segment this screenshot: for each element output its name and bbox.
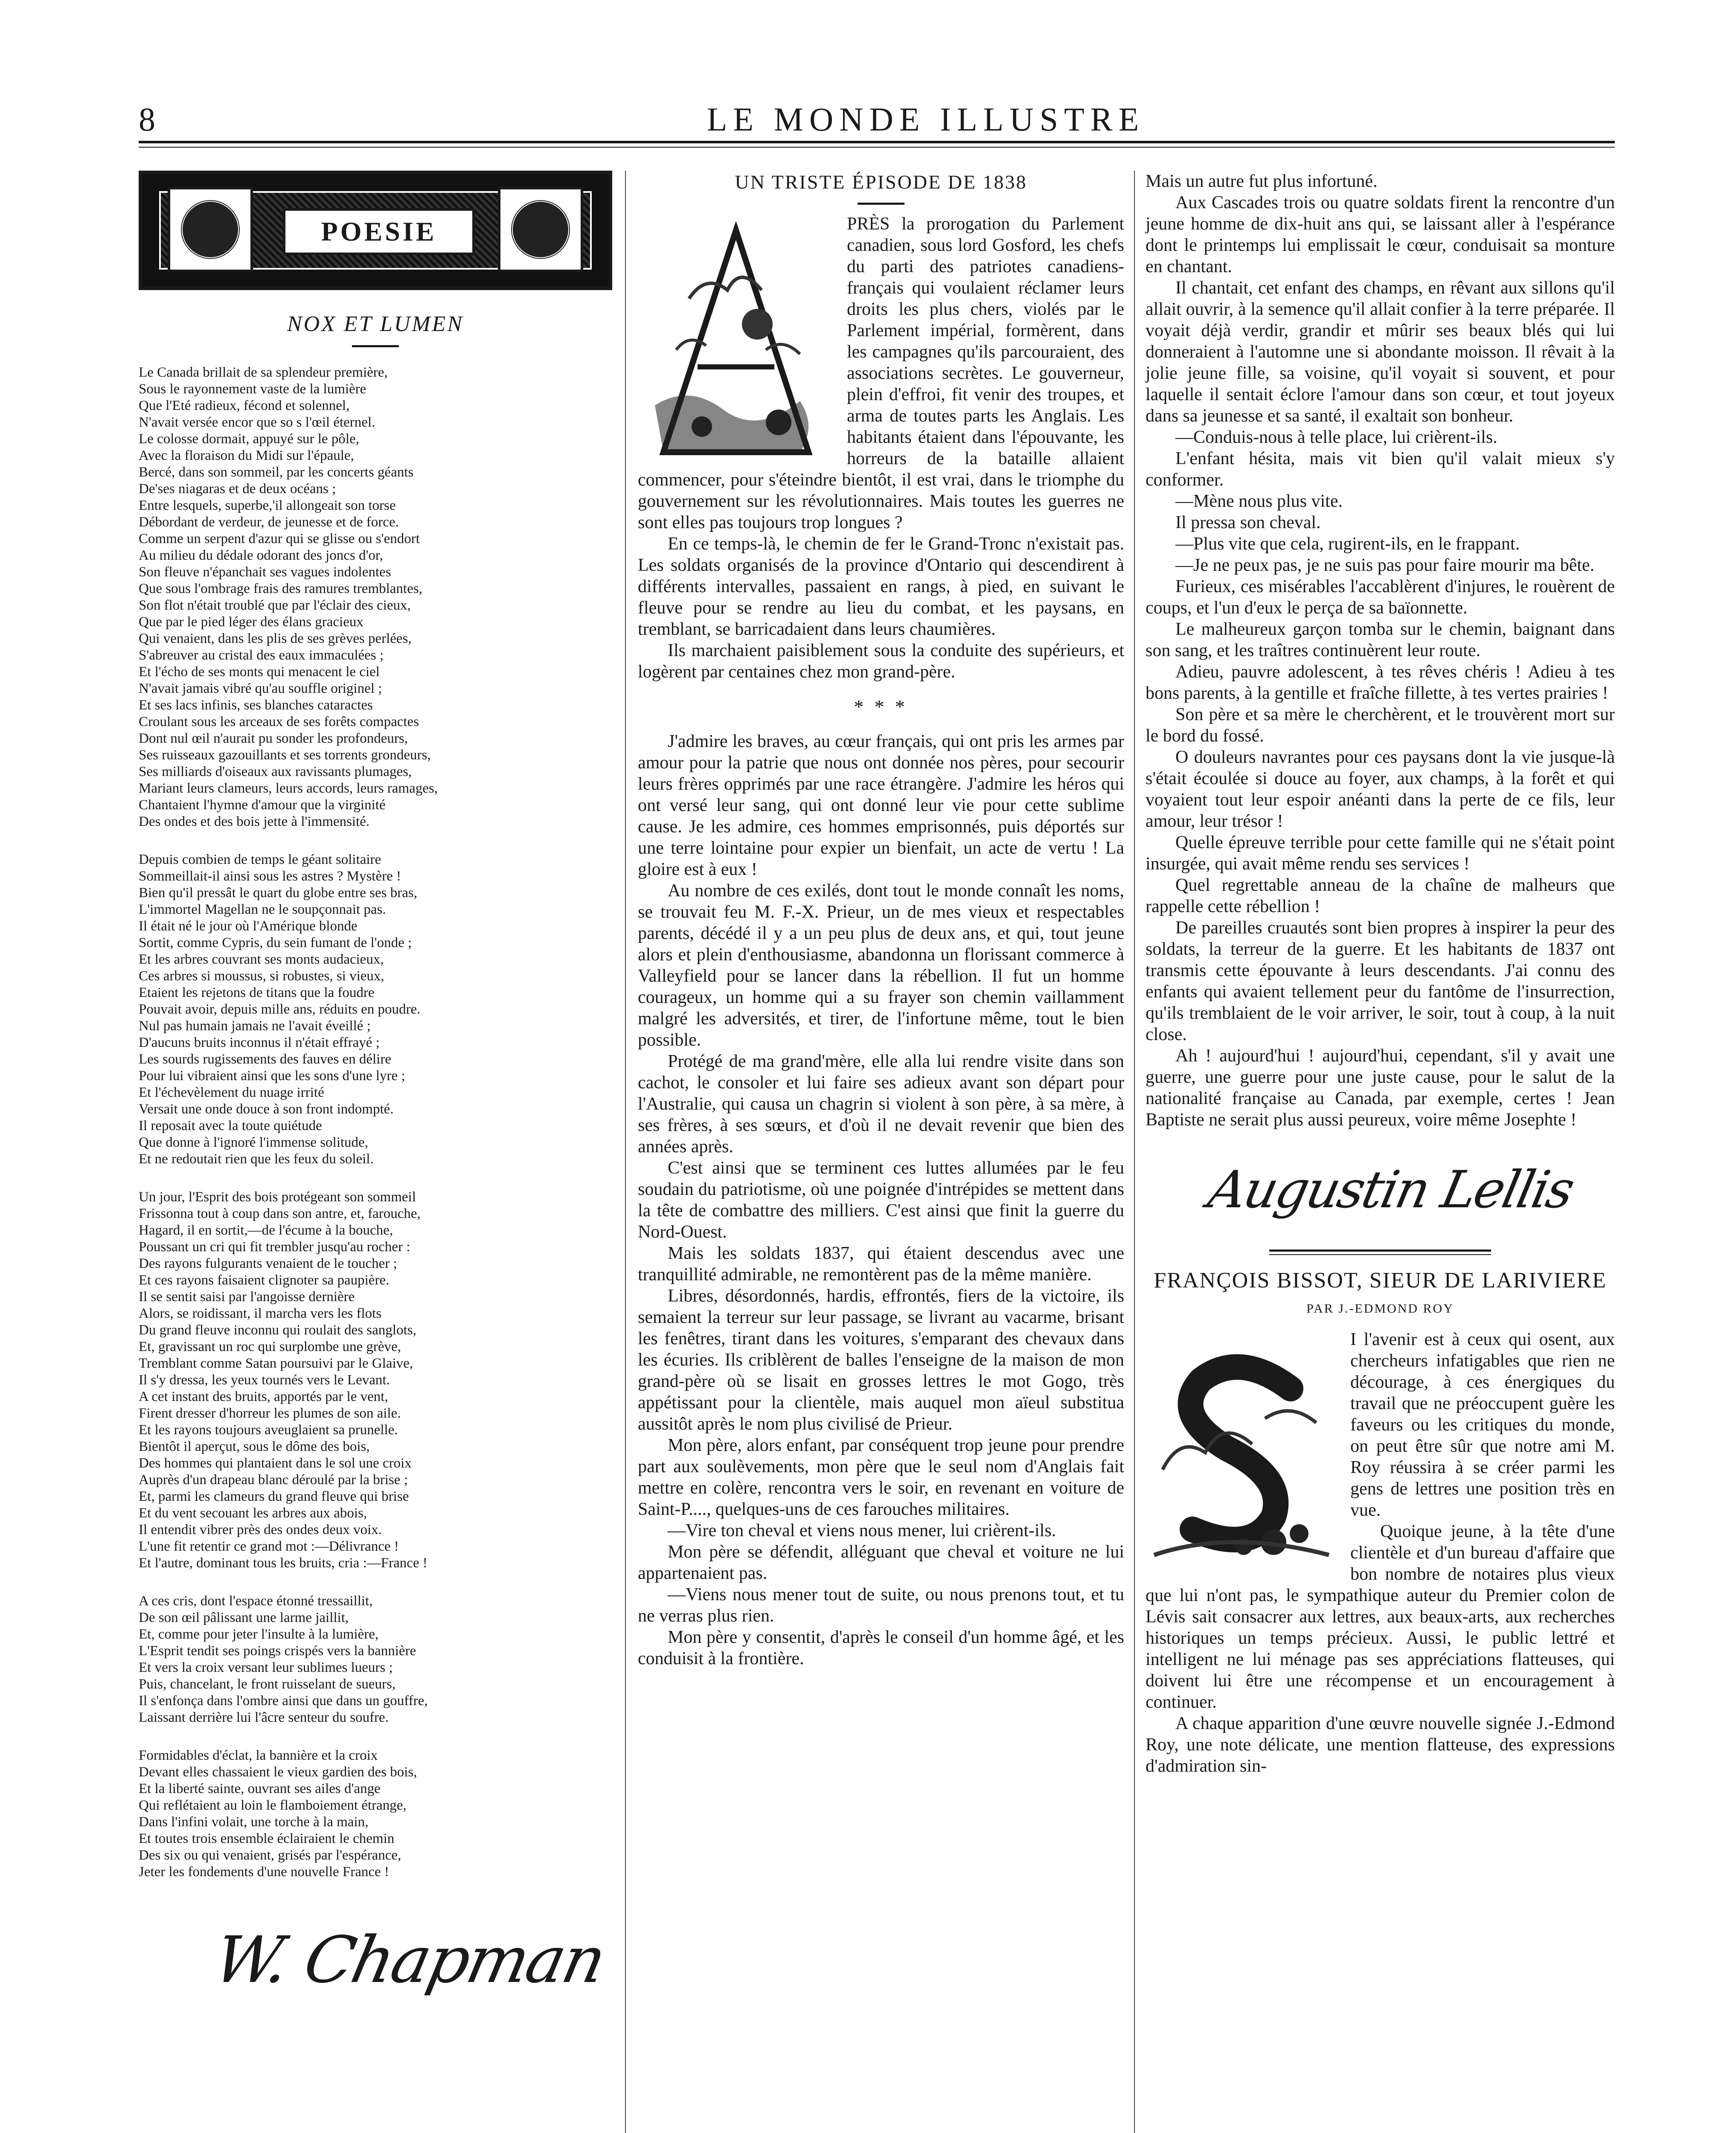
poem-line: Chantaient l'hymne d'amour que la virginité xyxy=(139,797,386,813)
poem-line: Il était né le jour où l'Amérique blonde xyxy=(139,918,358,934)
poem-stanza xyxy=(139,1747,612,1880)
poem-line: Hagard, il en sortit,—de l'écume à la bouche, xyxy=(139,1223,393,1238)
poem-line: Bientôt il aperçut, sous le dôme des bois, xyxy=(139,1439,370,1454)
paragraph: O douleurs navrantes pour ces paysans dont la vie jusque-là s'était écoulée si douce au foyer, aux champs, à la forêt et qui voyaient tout leur espoir anéanti dans la perte de ce fils, leur amour, leur trésor ! xyxy=(1146,747,1615,831)
poem-line: Laissant derrière lui l'âcre senteur du soufre. xyxy=(139,1710,389,1725)
poem-line: Le colosse dormait, appuyé sur le pôle, xyxy=(139,431,359,447)
poem-line: Qui reflétaient au loin le flamboiement étrange, xyxy=(139,1798,407,1813)
poetry-column xyxy=(139,171,612,1997)
article2-byline: PAR J.-EDMOND ROY xyxy=(1306,1302,1454,1316)
paragraph: Aux Cascades trois ou quatre soldats firent la rencontre d'un jeune homme de dix-huit ans qui, se laissant aller à l'espérance dont le printemps lui emplissait le cœur, conduisait sa monture en chantant. xyxy=(1146,193,1615,276)
article-title-rule xyxy=(858,203,904,205)
poem-line: D'aucuns bruits inconnus il n'était effrayé ; xyxy=(139,1035,380,1050)
poem-line: A ces cris, dont l'espace étonné tressaillit, xyxy=(139,1593,373,1609)
asterism: * * * xyxy=(854,696,908,718)
poem-line: Et la liberté sainte, ouvrant ses ailes d'ange xyxy=(139,1781,381,1796)
poem-line: Il s'y dressa, les yeux tournés vers le Levant. xyxy=(139,1372,390,1388)
poem-line: Sommeillait-il ainsi sous les astres ? Mystère ! xyxy=(139,869,401,884)
poem-line: Et l'échevèlement du nuage irrité xyxy=(139,1085,324,1100)
poem-line: Etaient les rejetons de titans que la foudre xyxy=(139,985,375,1000)
signature-lellis: Augustin Lellis xyxy=(1203,1160,1578,1220)
poem-line: Nul pas humain jamais ne l'avait éveillé ; xyxy=(139,1018,371,1034)
paragraph: Furieux, ces misérables l'accablèrent d'injures, le rouèrent de coups, et l'un d'eux le perça de sa baïonnette. xyxy=(1146,577,1615,618)
ornament-right-icon xyxy=(498,187,583,272)
poem-line: Bercé, dans son sommeil, par les concerts géants xyxy=(139,465,414,480)
paragraph: Adieu, pauvre adolescent, à tes rêves chéris ! Adieu à tes bons parents, à la gentille et fraîche fillette, à tes vertes prairies ! xyxy=(1146,662,1615,703)
paragraph: Libres, désordonnés, hardis, effrontés, fiers de la victoire, ils semaient la terreur sur leur passage, se livrant au vacarme, brisant les fenêtres, tirant dans les voitures, s'emparant des chevaux dans les écuries. Ils criblèrent de balles l'enseigne de la maison de mon grand-père où se lisait en grosses lettres le mot Gogo, très appétissant pour la clientèle, mais auquel mon aïeul substitua aussitôt après le nom plus civilisé de Prieur. xyxy=(638,1286,1124,1434)
poem-line: Formidables d'éclat, la bannière et la croix xyxy=(139,1748,378,1763)
poem-stanza xyxy=(139,364,612,830)
poem-line: Des hommes qui plantaient dans le sol une croix xyxy=(139,1456,412,1471)
paragraph: Mais les soldats 1837, qui étaient descendus avec une tranquillité admirable, ne remontèrent pas de la même manière. xyxy=(638,1244,1124,1284)
poem-line: Comme un serpent d'azur qui se glisse ou s'endort xyxy=(139,531,420,546)
poem-line: Et ces rayons faisaient clignoter sa paupière. xyxy=(139,1273,390,1288)
poem-line: Que par le pied léger des élans gracieux xyxy=(139,614,363,630)
paragraph: C'est ainsi que se terminent ces luttes allumées par le feu soudain du patriotisme, où une poignée d'intrépides se mettent dans la tête de combattre des milliers. C'est ainsi que finit la guerre du Nord-Ouest. xyxy=(638,1158,1124,1242)
poem-line: Jeter les fondements d'une nouvelle France ! xyxy=(139,1864,389,1880)
poem-title: NOX ET LUMEN xyxy=(287,312,464,336)
paragraph: —Vire ton cheval et viens nous mener, lui crièrent-ils. xyxy=(668,1521,1056,1540)
poem-line: L'une fit retentir ce grand mot :—Délivrance ! xyxy=(139,1539,399,1554)
poem-line: Il entendit vibrer près des ondes deux voix. xyxy=(139,1522,382,1537)
poem-line: Et l'autre, dominant tous les bruits, cria :—France ! xyxy=(139,1555,427,1571)
poem-line: Et toutes trois ensemble éclairaient le chemin xyxy=(139,1831,395,1846)
header-rule xyxy=(139,141,1615,143)
poem-line: Ces arbres si moussus, si robustes, si vieux, xyxy=(139,968,384,984)
article2-title: FRANÇOIS BISSOT, SIEUR DE LARIVIERE xyxy=(1154,1268,1607,1293)
section-divider xyxy=(1269,1250,1491,1255)
paragraph: —Mène nous plus vite. xyxy=(1175,491,1343,511)
poem-line: Sortit, comme Cypris, du sein fumant de l'onde ; xyxy=(139,935,412,950)
paragraph: Mais un autre fut plus infortuné. xyxy=(1146,171,1378,191)
paragraph: Le malheureux garçon tomba sur le chemin, baignant dans son sang, et les traîtres continuèrent leur route. xyxy=(1146,619,1615,660)
paragraph: Ah ! aujourd'hui ! aujourd'hui, cependant, s'il y avait une guerre, une guerre pour une juste cause, pour le salut de la nationalité française au Canada, par exemple, certes ! Jean Baptiste ne serait plus aussi peureux, voire même Josephte ! xyxy=(1146,1046,1615,1130)
paragraph: Mon père, alors enfant, par conséquent trop jeune pour prendre part aux soulèvements, mon père que le seul nom d'Anglais fait mettre en colère, rencontra vers le soir, en revenant en voiture de Saint-P...., quelques-uns de ces farouches militaires. xyxy=(638,1436,1124,1519)
column-divider-1 xyxy=(625,171,626,2133)
poem-line: Avec la floraison du Midi sur l'épaule, xyxy=(139,448,354,463)
ornament-left-icon xyxy=(168,187,253,272)
poem-line: Que sous l'ombrage frais des ramures tremblantes, xyxy=(139,581,422,596)
poem-line: Et, gravissant un roc qui surplombe une grève, xyxy=(139,1339,401,1354)
paragraph: Au nombre de ces exilés, dont tout le monde connaît les noms, se trouvait feu M. F.-X. Prieur, un de mes vieux et respectables parents, décédé il y a un peu plus de deux ans, et qui, tout jeune alors et plein d'enthousiasme, abandonna un florissant commerce à Valleyfield pour se lancer dans la rébellion. Il fut un homme courageux, un homme qui a su frayer son chemin vaillamment malgré les adversités, et tirer, de l'infortune même, tout le bien possible. xyxy=(638,881,1124,1050)
poem-line: Et, parmi les clameurs du grand fleuve qui brise xyxy=(139,1489,409,1504)
poem-line: Ses ruisseaux gazouillants et ses torrents grondeurs, xyxy=(139,747,431,763)
paragraph: —Je ne peux pas, je ne suis pas pour faire mourir ma bête. xyxy=(1175,555,1595,575)
paragraph: I l'avenir est à ceux qui osent, aux chercheurs infatigables que rien ne décourage, à ces énergiques du travail que ne préoccupent guère les faveurs ou les critiques du monde, on peut être sûr que notre ami M. Roy réussira à se créer parmi les gens de lettres une position très en vue. xyxy=(1350,1330,1615,1520)
poem-line: Pour lui vibraient ainsi que les sons d'une lyre ; xyxy=(139,1068,405,1084)
paragraph: —Plus vite que cela, rugirent-ils, en le frappant. xyxy=(1175,534,1520,554)
paragraph: PRÈS la prorogation du Parlement canadien, sous lord Gosford, les chefs du parti des patriotes canadiens-français qui voulaient réclamer leurs droits les plus chers, violés par le Parlement impérial, formèrent, dans les campagnes qu'ils parcouraient, des associations secrètes. Le gouverneur, plein d'effroi, fit venir des troupes, et arma de toutes parts les Anglais. Les habitants étaient dans l'épouvante, les horreurs de la bataille allaient commencer, pour s'éteindre bientôt, il est vrai, dans le triomphe du gouvernement sur les révolutionnaires. Mais toutes les guerres ne sont elles pas toujours trop longues ? xyxy=(638,214,1124,532)
article-column-2 xyxy=(638,171,1124,1669)
poem-line: Et l'écho de ses monts qui menacent le ciel xyxy=(139,664,380,680)
poem-line: Il s'enfonça dans l'ombre ainsi que dans un gouffre, xyxy=(139,1693,428,1709)
poem-line: Sous le rayonnement vaste de la lumière xyxy=(139,381,366,397)
paragraph: Ils marchaient paisiblement sous la conduite des supérieurs, et logèrent par centaines chez mon grand-père. xyxy=(638,641,1124,682)
poem-stanza xyxy=(139,1189,612,1572)
paragraph: Son père et sa mère le cherchèrent, et le trouvèrent mort sur le bord du fossé. xyxy=(1146,705,1615,746)
dropcap-s-icon xyxy=(1146,1342,1338,1563)
poem-line: De'ses niagaras et de deux océans ; xyxy=(139,481,336,497)
poem-line: Croulant sous les arceaux de ses forêts compactes xyxy=(139,714,419,729)
poem-line: Et du vent secouant les arbres aux abois, xyxy=(139,1505,367,1521)
paragraph: Protégé de ma grand'mère, elle alla lui rendre visite dans son cachot, le consoler et lui faire ses adieux avant son départ pour l'Australie, qui causa un chagrin si violent à son père, à sa mère, à ses frères, à ses sœurs, et d'où il ne devait revenir que bien des années après. xyxy=(638,1052,1124,1157)
poem-line: Et les arbres couvrant ses monts audacieux, xyxy=(139,952,384,967)
poem-line: Puis, chancelant, le front ruisselant de sueurs, xyxy=(139,1677,396,1692)
article-title: UN TRISTE ÉPISODE DE 1838 xyxy=(735,171,1027,193)
poem-line: Et ses lacs infinis, ses blanches cataractes xyxy=(139,697,373,713)
poem-line: Depuis combien de temps le géant solitaire xyxy=(139,852,381,867)
poem-line: Les sourds rugissements des fauves en délire xyxy=(139,1052,392,1067)
header-rule-thin xyxy=(139,147,1615,148)
paragraph: En ce temps-là, le chemin de fer le Grand-Tronc n'existait pas. Les soldats organisés de la province d'Ontario qui descendirent à différents intervalles, passaient en rangs, à pied, en suivant le fleuve pour se rendre au lieu du combat, et les paysans, en tremblant, se barricadaient dans leurs chaumières. xyxy=(638,534,1124,639)
poem-line: Son flot n'était troublé que par l'éclair des cieux, xyxy=(139,598,411,613)
signature-chapman: W. Chapman xyxy=(207,1923,611,1997)
poem-line: Alors, se roidissant, il marcha vers les flots xyxy=(139,1306,382,1321)
paragraph: De pareilles cruautés sont bien propres à inspirer la peur des soldats, la terreur de la guerre. Et les habitants de 1837 ont transmis cette épouvante à leurs descendants. J'ai connu des enfants qui avaient tellement peur du fantôme de l'insurrection, qu'ils tremblaient de le voir arriver, le soir, tout à coup, à la nuit close. xyxy=(1146,918,1615,1044)
poem-line: Qui venaient, dans les plis de ses grèves perlées, xyxy=(139,631,412,646)
column-divider-2 xyxy=(1134,171,1135,2133)
poem-line: Son fleuve n'épanchait ses vagues indolentes xyxy=(139,564,391,580)
poem-line: Pouvait avoir, depuis mille ans, réduits en poudre. xyxy=(139,1002,421,1017)
page-number: 8 xyxy=(139,101,155,138)
poem-line: Que l'Eté radieux, fécond et solennel, xyxy=(139,398,350,413)
paragraph: Il chantait, cet enfant des champs, en rêvant aux sillons qu'il allait ouvrir, à la semence qu'il allait confier à la terre préparée. Il voyait déjà verdir, grandir et mûrir ses beaux blés qui lui donneraient à l'automne une si abondante moisson. Il rêvait à la jolie jeune fille, sa voisine, qu'il voyait si souvent, et pour laquelle il sentait éclore l'amour dans son cœur, et tout joyeux dans sa jeunesse et sa santé, il exaltait son bonheur. xyxy=(1146,278,1615,426)
poem-line: Au milieu du dédale odorant des joncs d'or, xyxy=(139,548,383,563)
poem-line: De son œil pâlissant une larme jaillit, xyxy=(139,1610,349,1625)
poem-line: Devant elles chassaient le vieux gardien des bois, xyxy=(139,1764,417,1780)
poem-line: Auprès d'un drapeau blanc déroulé par la brise ; xyxy=(139,1472,408,1488)
paragraph: —Conduis-nous à telle place, lui crièrent-ils. xyxy=(1175,427,1498,447)
paragraph: Quel regrettable anneau de la chaîne de malheurs que rappelle cette rébellion ! xyxy=(1146,875,1615,916)
paragraph: Mon père y consentit, d'après le conseil d'un homme âgé, et les conduisit à la frontière. xyxy=(638,1627,1124,1668)
poem-line: Ses milliards d'oiseaux aux ravissants plumages, xyxy=(139,764,412,779)
paragraph: L'enfant hésita, mais vit bien qu'il valait mieux s'y conformer. xyxy=(1146,449,1615,490)
poem-line: N'avait jamais vibré qu'au souffle originel ; xyxy=(139,681,382,696)
paragraph: Quelle épreuve terrible pour cette famille qui ne s'était point insurgée, qui avait même rendu ses services ! xyxy=(1146,833,1615,874)
poem-line: N'avait versée encor que so s l'œil éternel. xyxy=(139,415,375,430)
poem-line: A cet instant des bruits, apportés par le vent, xyxy=(139,1389,388,1404)
poem-line: Et vers la croix versant leur sublimes lueurs ; xyxy=(139,1660,393,1675)
poem-line: Il se sentit saisi par l'angoisse dernière xyxy=(139,1289,355,1305)
poem-line: Du grand fleuve inconnu qui roulait des sanglots, xyxy=(139,1322,416,1338)
article-column-3 xyxy=(1146,171,1615,1777)
poem-stanza xyxy=(139,851,612,1168)
poem-line: Des ondes et des bois jette à l'immensité. xyxy=(139,814,370,829)
poesie-banner xyxy=(139,171,612,290)
paragraph: A chaque apparition d'une œuvre nouvelle signée J.-Edmond Roy, une note délicate, une mention flatteuse, des expressions d'admiration sin- xyxy=(1146,1714,1615,1776)
poem-line: Frissonna tout à coup dans son antre, et, farouche, xyxy=(139,1206,421,1221)
poem-line: L'immortel Magellan ne le soupçonnait pas. xyxy=(139,902,386,917)
paragraph: Quoique jeune, à la tête d'une clientèle et d'un bureau d'affaire que bon nombre de notaires plus vieux que lui n'ont pas, le sympathique auteur du Premier colon de Lévis sait consacrer aux lettres, aux beaux-arts, aux recherches historiques un temps précieux. Aussi, le public lettré et intelligent ne lui ménage pas ses appréciations flatteuses, qui doivent lui être une récompense et un encouragement à continuer. xyxy=(1146,1522,1615,1712)
poem-line: Firent dresser d'horreur les plumes de son aile. xyxy=(139,1406,401,1421)
poem-line: Poussant un cri qui fit trembler jusqu'au rocher : xyxy=(139,1239,410,1255)
poem-line: Un jour, l'Esprit des bois protégeant son sommeil xyxy=(139,1189,416,1205)
poem-line: Entre lesquels, superbe,'il allongeait son torse xyxy=(139,498,396,513)
paragraph: J'admire les braves, au cœur français, qui ont pris les armes par amour pour la patrie que nous ont donnée nos pères, pour secourir leurs frères opprimés par une race étrangère. J'admire les héros qui ont versé leur sang, qui ont donné leur vie pour cette sublime cause. Je les admire, ces hommes emprisonnés, puis déportés sur une terre lointaine pour expier un bienfait, un acte de vertu ! La gloire est à eux ! xyxy=(638,732,1124,879)
poem-line: Et, comme pour jeter l'insulte à la lumière, xyxy=(139,1627,379,1642)
title-rule xyxy=(352,345,399,347)
poem-line: Débordant de verdeur, de jeunesse et de force. xyxy=(139,514,399,530)
poem-stanza xyxy=(139,1593,612,1726)
paragraph: Mon père se défendit, alléguant que cheval et voiture ne lui appartenaient pas. xyxy=(638,1542,1124,1583)
masthead: LE MONDE ILLUSTRE xyxy=(707,101,1145,138)
poem-line: Que donne à l'ignoré l'immense solitude, xyxy=(139,1135,368,1150)
poem-line: Bien qu'il pressât le quart du globe entre ses bras, xyxy=(139,885,417,901)
poem-line: Il reposait avec la toute quiétude xyxy=(139,1118,322,1133)
poem-line: Mariant leurs clameurs, leurs accords, leurs ramages, xyxy=(139,781,438,796)
paragraph: Il pressa son cheval. xyxy=(1175,513,1321,532)
poem-line: Dont nul œil n'aurait pu sonder les profondeurs, xyxy=(139,731,408,746)
poem-line: Et les rayons toujours aveuglaient sa prunelle. xyxy=(139,1422,398,1438)
poem-line: S'abreuver au cristal des eaux immaculées ; xyxy=(139,648,384,663)
poem-body xyxy=(139,364,612,1880)
poem-line: Versait une onde douce à son front indompté. xyxy=(139,1101,394,1117)
poem-line: Et ne redoutait rien que les feux du soleil. xyxy=(139,1151,374,1167)
poem-line: Tremblant comme Satan poursuivi par le Glaive, xyxy=(139,1356,413,1371)
poem-line: Des six ou qui venaient, grisés par l'espérance, xyxy=(139,1848,401,1863)
poem-line: Des rayons fulgurants venaient de le toucher ; xyxy=(139,1256,397,1271)
poem-line: Le Canada brillait de sa splendeur première, xyxy=(139,365,388,380)
poem-line: Dans l'infini volait, une torche à la main, xyxy=(139,1814,369,1830)
dropcap-a-icon xyxy=(638,222,834,461)
paragraph: —Viens nous mener tout de suite, ou nous prenons tout, et tu ne verras plus rien. xyxy=(638,1585,1124,1626)
poem-line: L'Esprit tendit ses poings crispés vers la bannière xyxy=(139,1643,416,1659)
poesie-label: POESIE xyxy=(283,208,475,255)
